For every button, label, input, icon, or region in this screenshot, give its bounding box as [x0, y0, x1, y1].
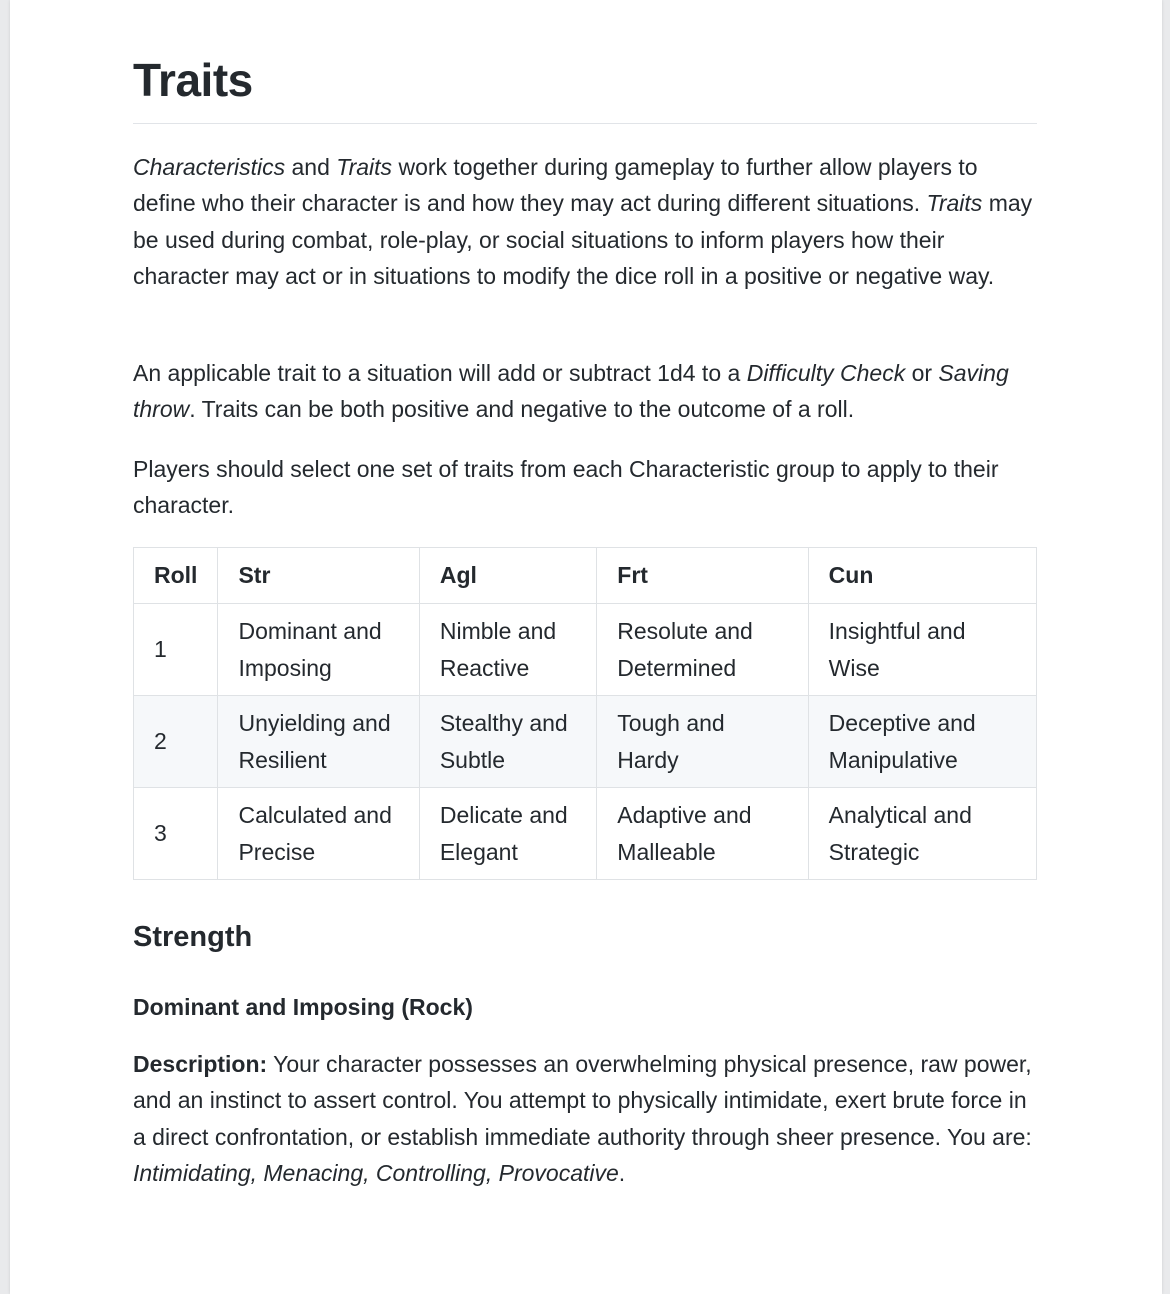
- description-end: .: [618, 1159, 626, 1186]
- description-traits: Intimidating, Menacing, Controlling, Provocative: [133, 1159, 619, 1186]
- applicable-paragraph: [133, 355, 1037, 428]
- header-frt: Frt: [597, 548, 808, 604]
- table-cell: 2: [134, 696, 218, 788]
- document-page: [10, 0, 1162, 1294]
- table-header-row: [134, 548, 1037, 604]
- table-row: [134, 696, 1037, 788]
- table-cell: Delicate and Elegant: [419, 788, 596, 880]
- description-text: Your character possesses an overwhelming physical presence, raw power, and an instinct to assert control. You attempt to physically intimidate, exert brute force in a direct confrontation, or establish immediate authority through sheer presence. You are:: [133, 1051, 1032, 1150]
- table-cell: Unyielding and Resilient: [218, 696, 419, 788]
- header-str: Str: [218, 548, 419, 604]
- section-heading-strength: Strength: [133, 921, 253, 953]
- players-paragraph: Players should select one set of traits from each Characteristic group to apply to their character.: [133, 456, 999, 519]
- table-cell: Analytical and Strategic: [808, 788, 1036, 880]
- applicable-post: . Traits can be both positive and negative to the outcome of a roll.: [189, 396, 855, 423]
- intro-text-2: may be used during combat, role-play, or social situations to inform players how their character may act or in situations to modify the dice roll in a positive or negative way.: [133, 190, 1033, 289]
- description-label: Description:: [133, 1051, 268, 1077]
- title-divider: [133, 123, 1037, 124]
- table-cell: Resolute and Determined: [597, 604, 808, 696]
- table-cell: Calculated and Precise: [218, 788, 419, 880]
- table-row: [134, 788, 1037, 880]
- table-row: [134, 604, 1037, 696]
- intro-term-traits-2: Traits: [926, 190, 983, 217]
- table-cell: Nimble and Reactive: [419, 604, 596, 696]
- applicable-term-difficulty: Difficulty Check: [746, 360, 906, 386]
- applicable-term-saving: Saving throw: [133, 360, 1009, 423]
- traits-table: [133, 547, 1037, 880]
- intro-paragraph: [133, 149, 1037, 294]
- table-cell: Deceptive and Manipulative: [808, 696, 1036, 788]
- table-cell: Tough and Hardy: [597, 696, 808, 788]
- intro-term-characteristics: Characteristics: [133, 154, 286, 180]
- applicable-mid: or: [905, 360, 939, 386]
- table-cell: Insightful and Wise: [808, 604, 1036, 696]
- header-roll: Roll: [134, 548, 218, 604]
- header-cun: Cun: [808, 548, 1036, 604]
- subsection-heading: Dominant and Imposing (Rock): [133, 994, 473, 1020]
- intro-and: and: [285, 154, 337, 180]
- table-cell: Stealthy and Subtle: [419, 696, 596, 788]
- table-cell: Dominant and Imposing: [218, 604, 419, 696]
- table-cell: 3: [134, 788, 218, 880]
- intro-term-traits: Traits: [336, 154, 393, 180]
- page-title: Traits: [133, 54, 253, 106]
- intro-text-1: work together during gameplay to further allow players to define who their character is and how they may act during different situations.: [133, 154, 978, 217]
- table-cell: Adaptive and Malleable: [597, 788, 808, 880]
- table-cell: 1: [134, 604, 218, 696]
- description-paragraph: [133, 1046, 1037, 1191]
- applicable-pre: An applicable trait to a situation will add or subtract 1d4 to a: [133, 360, 747, 386]
- header-agl: Agl: [419, 548, 596, 604]
